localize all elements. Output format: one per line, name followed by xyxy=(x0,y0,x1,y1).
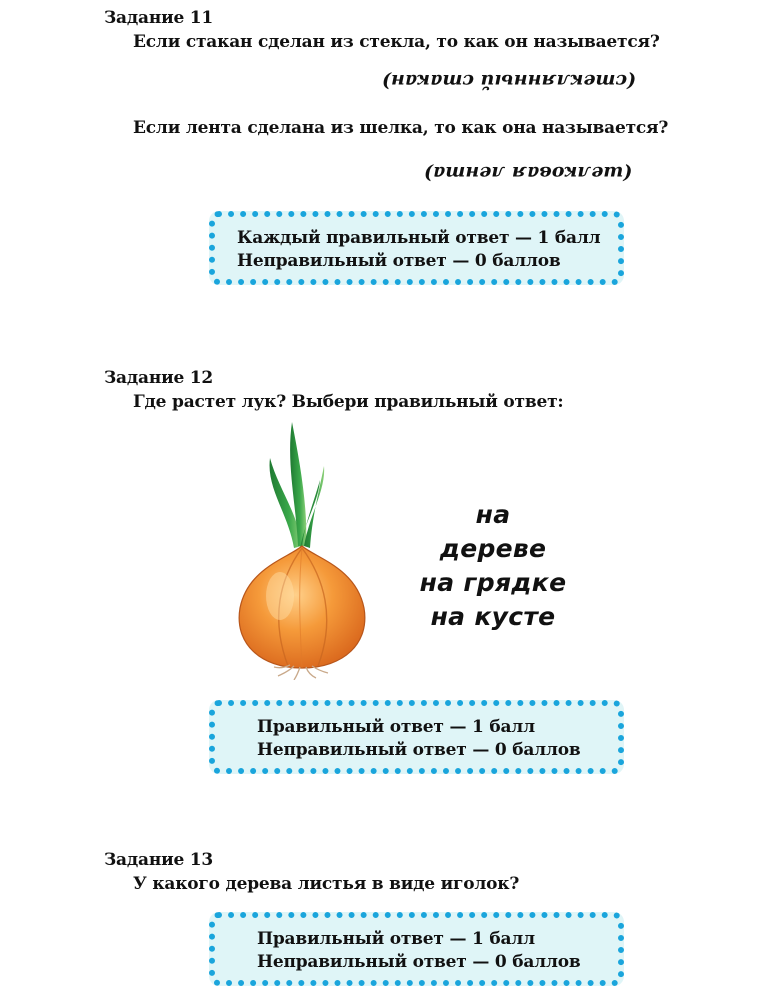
task-12-score-box xyxy=(209,700,624,774)
option-on-tree[interactable]: на дереве xyxy=(439,500,547,563)
task-11-answer-1-inverted: (стеклянный стакан) xyxy=(382,70,637,92)
task-12-title: Задание 12 xyxy=(104,368,214,388)
score-line-correct: Правильный ответ — 1 балл xyxy=(257,717,535,737)
onion-illustration xyxy=(228,418,378,680)
task-11-title: Задание 11 xyxy=(104,8,214,28)
score-line-incorrect: Неправильный ответ — 0 баллов xyxy=(257,952,581,972)
option-on-garden-bed[interactable]: на грядке xyxy=(419,568,567,597)
task-13-question: У какого дерева листья в виде иголок? xyxy=(133,874,520,894)
task-13-title: Задание 13 xyxy=(104,850,214,870)
option-on-bush[interactable]: на кусте xyxy=(430,602,556,631)
answer-options xyxy=(418,498,568,634)
task-11-question-1: Если стакан сделан из стекла, то как он называется? xyxy=(133,32,660,52)
score-line-correct: Правильный ответ — 1 балл xyxy=(257,929,535,949)
score-line-correct: Каждый правильный ответ — 1 балл xyxy=(237,228,601,248)
task-11-question-2: Если лента сделана из шелка, то как она называется? xyxy=(133,118,669,138)
score-line-incorrect: Неправильный ответ — 0 баллов xyxy=(237,251,561,271)
task-13-score-box xyxy=(209,912,624,986)
task-12-question: Где растет лук? Выбери правильный ответ: xyxy=(133,392,564,412)
task-11-answer-2-inverted: (шелковая лента) xyxy=(424,162,633,184)
score-line-incorrect: Неправильный ответ — 0 баллов xyxy=(257,740,581,760)
task-11-score-box xyxy=(209,211,624,285)
